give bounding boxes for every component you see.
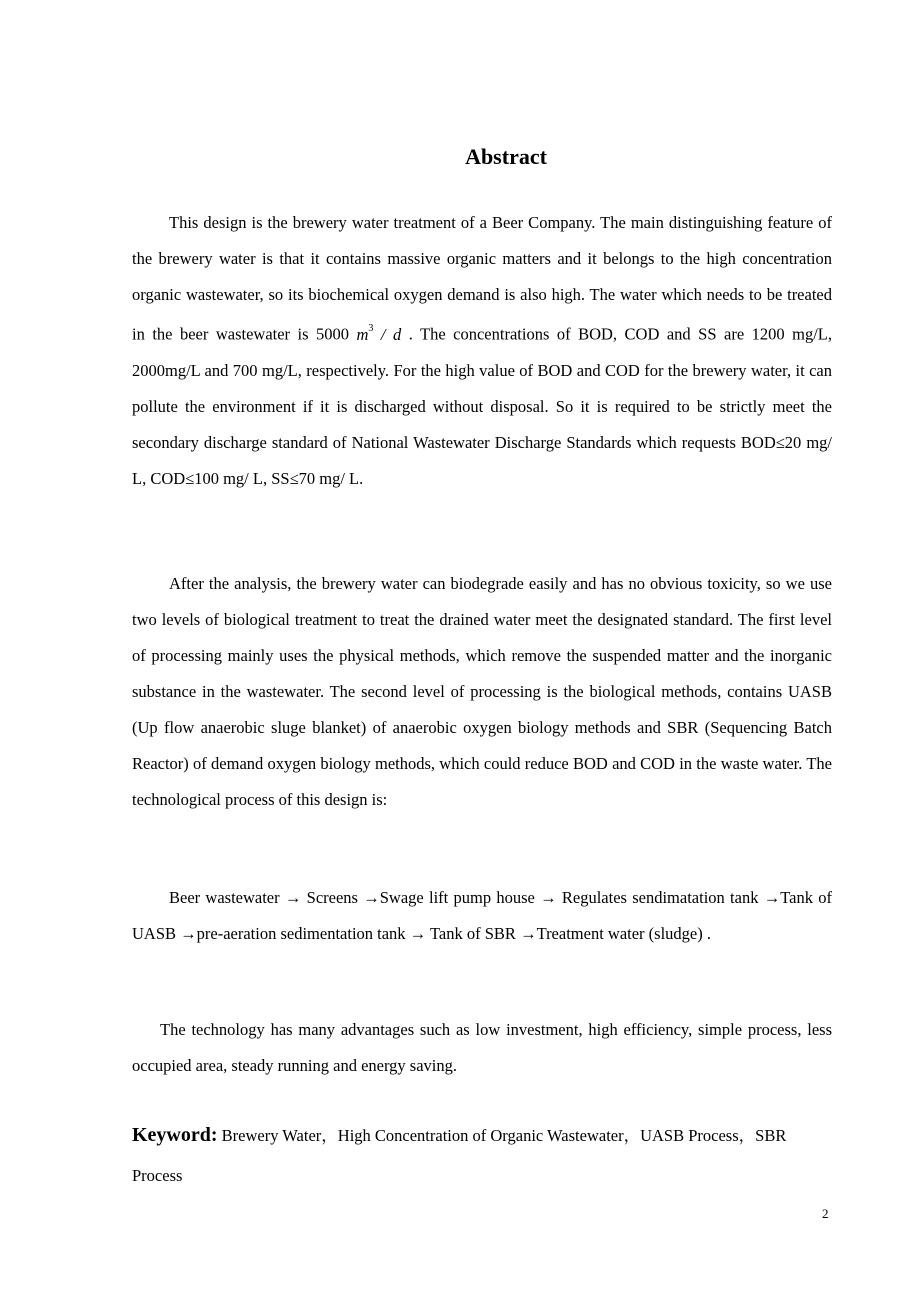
paragraph-1-text-start: This design is the brewery water treatment of a Beer Company. The main distinguishing feature of the brewery water is that it contains massive organic matters and it belongs to the high concentration organic wastewater, so its biochemical oxygen demand is also high. The water which needs to be treated in the beer wastewater is 5000 (132, 213, 832, 344)
unit-base: m (356, 324, 369, 344)
abstract-paragraph-4 (132, 1012, 832, 1084)
unit-rest: / d (373, 324, 402, 344)
process-flow-text: Beer wastewater → Screens →Swage lift pump house → Regulates sendimatation tank →Tank of UASB →pre-aeration sedimentation tank → Tank of SBR →Treatment water (sludge) . (132, 888, 832, 943)
abstract-paragraph-1 (132, 205, 832, 497)
keywords-text: Brewery Water，High Concentration of Organic Wastewater，UASB Process，SBR Process (132, 1126, 787, 1185)
paragraph-4-text: The technology has many advantages such as low investment, high efficiency, simple process, less occupied area, steady running and energy saving. (132, 1020, 832, 1075)
keywords-line (132, 1115, 832, 1196)
page-number: 2 (822, 1206, 829, 1221)
keywords-label: Keyword: (132, 1124, 218, 1146)
flow-rate-unit (357, 325, 402, 344)
abstract-paragraph-2 (132, 566, 832, 818)
paragraph-1-text-end: . The concentrations of BOD, COD and SS are 1200 mg/L, 2000mg/L and 700 mg/L, respectively. For the high value of BOD and COD for the brewery water, it can pollute the environment if it is discharged without disposal. So it is required to be strictly meet the secondary discharge standard of National Wastewater Discharge Standards which requests BOD≤20 mg/ L, COD≤100 mg/ L, SS≤70 mg/ L. (132, 324, 832, 488)
abstract-title: Abstract (465, 144, 547, 169)
paragraph-2-text: After the analysis, the brewery water can biodegrade easily and has no obvious toxicity, so we use two levels of biological treatment to treat the drained water meet the designated standard. The first level of processing mainly uses the physical methods, which remove the suspended matter and the inorganic substance in the wastewater. The second level of processing is the biological methods, contains UASB (Up flow anaerobic sluge blanket) of anaerobic oxygen biology methods and SBR (Sequencing Batch Reactor) of demand oxygen biology methods, which could reduce BOD and COD in the waste water. The technological process of this design is: (132, 574, 832, 809)
abstract-paragraph-3 (132, 880, 832, 952)
unit-exponent: 3 (368, 323, 374, 334)
